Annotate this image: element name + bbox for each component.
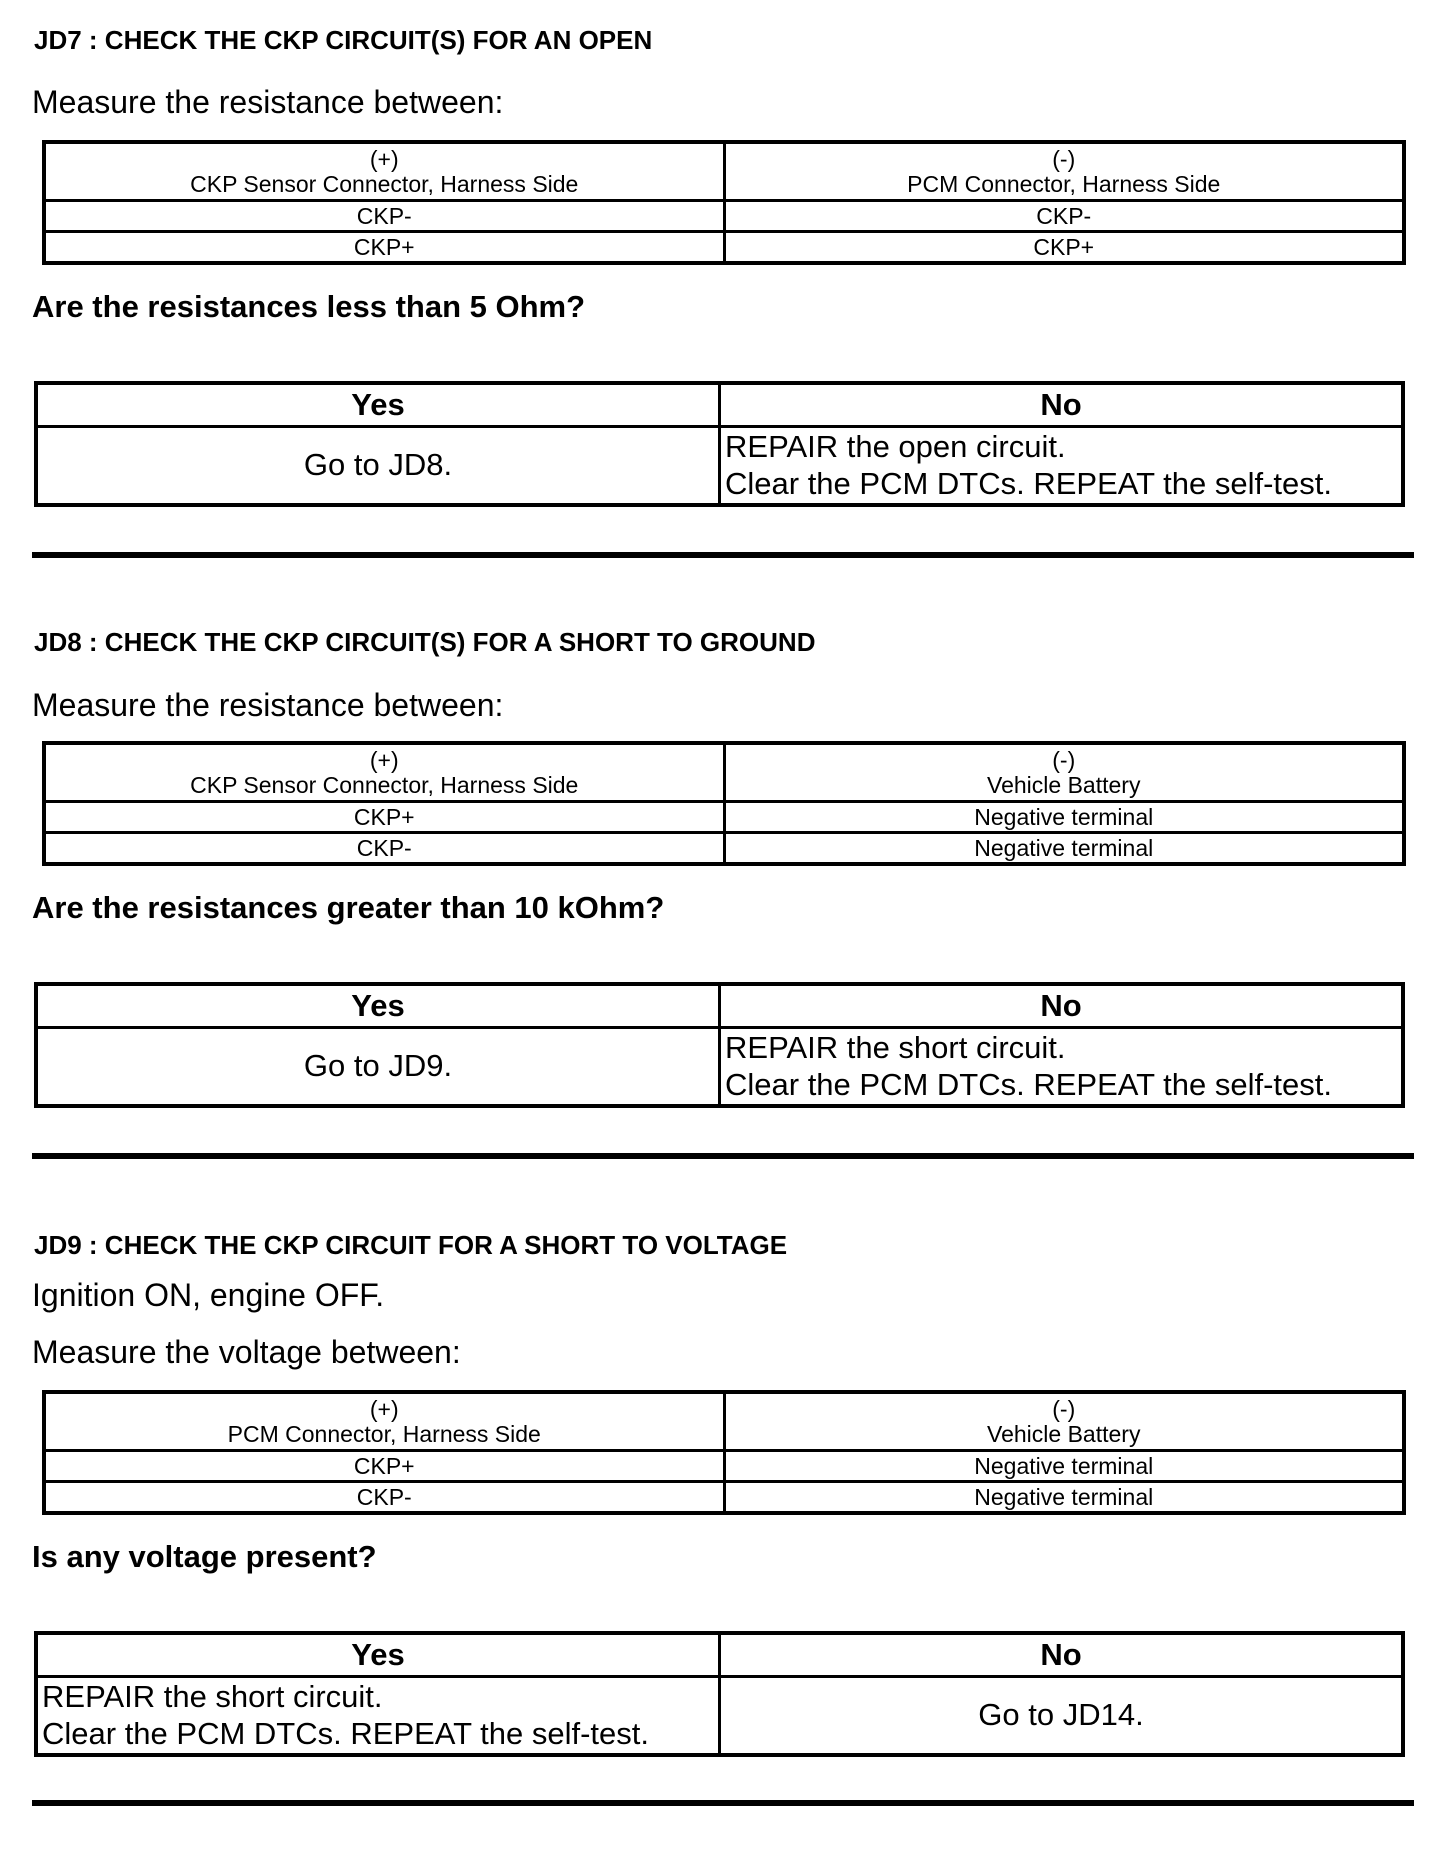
step-jd8-title: JD8 : CHECK THE CKP CIRCUIT(S) FOR A SHORT TO GROUND	[34, 627, 816, 657]
measure-table-row	[44, 1482, 1404, 1514]
result-table-header	[36, 1633, 1403, 1677]
result-header-no: No	[720, 1633, 1404, 1677]
step-jd8-instruction: Measure the resistance between:	[32, 687, 504, 723]
measure-table-header	[44, 743, 1404, 802]
measure-header-negative	[724, 743, 1404, 802]
step-jd8-result-table	[34, 982, 1405, 1108]
measure-cell-positive: CKP-	[44, 1482, 724, 1514]
measure-header-positive	[44, 142, 724, 201]
result-table-header	[36, 383, 1403, 427]
result-no-cell	[720, 1677, 1404, 1756]
measure-cell-negative: Negative terminal	[724, 802, 1404, 833]
measure-cell-positive: CKP+	[44, 232, 724, 264]
section-divider	[32, 552, 1414, 558]
result-no-line: REPAIR the open circuit.	[725, 428, 1066, 464]
measure-cell-positive: CKP+	[44, 1451, 724, 1482]
result-no-cell	[720, 427, 1404, 506]
step-jd9-title: JD9 : CHECK THE CKP CIRCUIT FOR A SHORT TO VOLTAGE	[34, 1230, 788, 1260]
result-yes-line: REPAIR the short circuit.	[42, 1678, 383, 1714]
result-no-cell	[720, 1028, 1404, 1107]
result-yes-line: Go to JD8.	[303, 447, 453, 483]
result-yes-line: Go to JD9.	[303, 1048, 453, 1084]
measure-table-row	[44, 833, 1404, 865]
step-jd7-title: JD7 : CHECK THE CKP CIRCUIT(S) FOR AN OPEN	[34, 25, 653, 55]
result-header-no: No	[720, 984, 1404, 1028]
polarity-negative: (-)	[1052, 1395, 1076, 1422]
measure-table-row	[44, 802, 1404, 833]
section-divider	[32, 1153, 1414, 1159]
measure-cell-positive: CKP-	[44, 833, 724, 865]
step-jd9-pre-instruction: Ignition ON, engine OFF.	[32, 1277, 385, 1313]
measure-table-row	[44, 232, 1404, 264]
measure-cell-negative: CKP-	[724, 201, 1404, 232]
result-no-line: Go to JD14.	[978, 1697, 1144, 1733]
polarity-positive: (+)	[369, 746, 399, 773]
polarity-positive: (+)	[369, 145, 399, 172]
measure-cell-positive: CKP+	[44, 802, 724, 833]
measure-header-negative-label: Vehicle Battery	[987, 771, 1141, 798]
result-header-yes: Yes	[36, 984, 720, 1028]
result-header-yes: Yes	[36, 383, 720, 427]
result-table-body	[36, 427, 1403, 506]
measure-cell-negative: Negative terminal	[724, 833, 1404, 865]
result-table-header	[36, 984, 1403, 1028]
measure-header-positive-label: PCM Connector, Harness Side	[227, 1420, 541, 1447]
section-divider	[32, 1800, 1414, 1806]
measure-cell-negative: Negative terminal	[724, 1451, 1404, 1482]
step-jd9-result-table	[34, 1631, 1405, 1757]
step-jd8-measure-table	[42, 741, 1406, 866]
result-yes-cell	[36, 427, 720, 506]
measure-header-positive	[44, 743, 724, 802]
result-no-line: Clear the PCM DTCs. REPEAT the self-test.	[725, 1066, 1332, 1102]
result-yes-cell	[36, 1677, 720, 1756]
result-header-no: No	[720, 383, 1404, 427]
step-jd9-instruction: Measure the voltage between:	[32, 1334, 461, 1370]
step-jd9-question: Is any voltage present?	[32, 1539, 377, 1574]
measure-header-negative-label: PCM Connector, Harness Side	[907, 170, 1221, 197]
result-no-line: Clear the PCM DTCs. REPEAT the self-test.	[725, 465, 1332, 501]
step-jd7-measure-table	[42, 140, 1406, 265]
result-header-yes: Yes	[36, 1633, 720, 1677]
result-yes-line: Clear the PCM DTCs. REPEAT the self-test.	[42, 1715, 649, 1751]
polarity-negative: (-)	[1052, 746, 1076, 773]
measure-header-positive	[44, 1392, 724, 1451]
polarity-positive: (+)	[369, 1395, 399, 1422]
measure-table-row	[44, 201, 1404, 232]
polarity-negative: (-)	[1052, 145, 1076, 172]
measure-table-header	[44, 142, 1404, 201]
measure-header-positive-label: CKP Sensor Connector, Harness Side	[190, 170, 579, 197]
result-table-body	[36, 1028, 1403, 1107]
measure-header-negative	[724, 1392, 1404, 1451]
measure-header-positive-label: CKP Sensor Connector, Harness Side	[190, 771, 579, 798]
step-jd7-instruction: Measure the resistance between:	[32, 84, 504, 120]
measure-cell-negative: Negative terminal	[724, 1482, 1404, 1514]
measure-table-header	[44, 1392, 1404, 1451]
step-jd7-question: Are the resistances less than 5 Ohm?	[32, 289, 586, 324]
measure-table-row	[44, 1451, 1404, 1482]
result-no-line: REPAIR the short circuit.	[725, 1029, 1066, 1065]
measure-header-negative	[724, 142, 1404, 201]
measure-cell-positive: CKP-	[44, 201, 724, 232]
result-table-body	[36, 1677, 1403, 1756]
measure-header-negative-label: Vehicle Battery	[987, 1420, 1141, 1447]
result-yes-cell	[36, 1028, 720, 1107]
step-jd9-measure-table	[42, 1390, 1406, 1515]
step-jd7-result-table	[34, 381, 1405, 507]
measure-cell-negative: CKP+	[724, 232, 1404, 264]
step-jd8-question: Are the resistances greater than 10 kOhm?	[32, 890, 665, 925]
